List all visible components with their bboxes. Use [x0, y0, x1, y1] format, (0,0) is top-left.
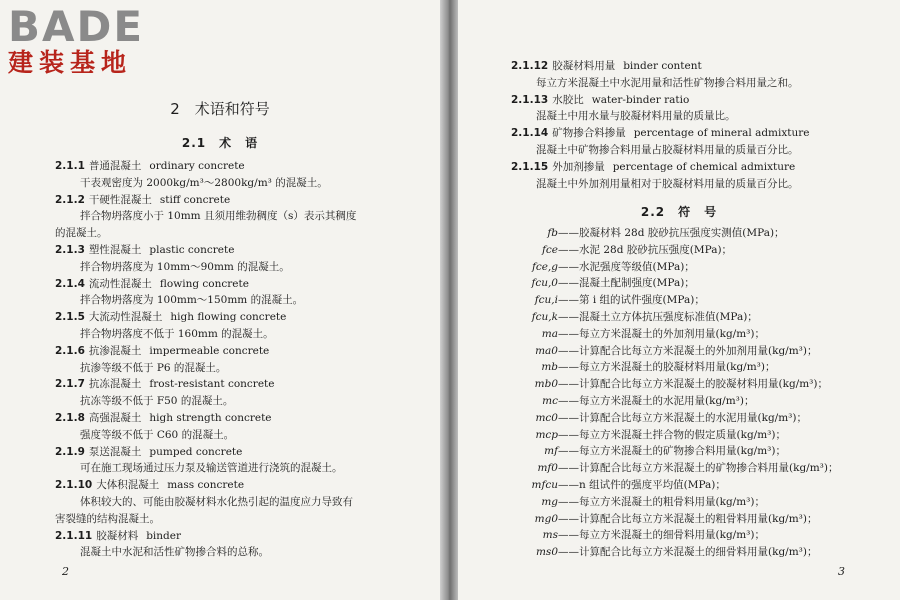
term-chinese: 大流动性混凝土 — [88, 311, 163, 324]
term-chinese: 干硬性混凝土 — [88, 193, 152, 206]
symbol-description: ——计算配合比每立方米混凝土的粗骨料用量(kg/m³)； — [558, 512, 818, 525]
term-definition: 混凝土中矿物掺合料用量占胶凝材料用量的质量百分比。 — [536, 144, 799, 156]
term-heading — [55, 478, 244, 492]
term-definition: 拌合物坍落度小于 10mm 且须用维勃稠度（s）表示其稠度 — [80, 210, 357, 223]
term-english: binder content — [623, 60, 702, 72]
term-english: water-binder ratio — [591, 93, 690, 106]
page-number-right: 3 — [838, 565, 845, 578]
symbol-row — [498, 226, 785, 240]
term-english: mass concrete — [167, 479, 245, 492]
term-heading — [55, 277, 249, 291]
term-heading — [55, 377, 274, 391]
symbol-row — [498, 495, 765, 509]
term-chinese: 大体积混凝土 — [96, 479, 160, 492]
page-number-left: 2 — [62, 565, 69, 578]
symbol-description: ——n 组试件的强度平均值(MPa)； — [558, 479, 726, 491]
term-definition: 混凝土中外加剂用量相对于胶凝材料用量的质量百分比。 — [536, 177, 799, 190]
term-number: 2.1.6 — [55, 344, 85, 357]
symbol-description: ——水泥强度等级值(MPa)； — [558, 260, 695, 273]
term-definition: 抗冻等级不低于 F50 的混凝土。 — [80, 395, 234, 408]
symbol-notation: mg0 — [534, 512, 558, 525]
term-number: 2.1.5 — [55, 311, 85, 324]
term-heading — [511, 160, 795, 174]
term-heading — [511, 93, 689, 107]
term-number: 2.1.9 — [55, 445, 85, 458]
term-heading — [511, 59, 702, 73]
section-title-symbols: 2.2 符 号 — [640, 205, 718, 219]
term-number: 2.1.1 — [55, 160, 85, 172]
term-number: 2.1.15 — [511, 160, 549, 173]
symbol-notation: fcu,0 — [531, 277, 558, 290]
logo-word: BADE — [8, 2, 145, 51]
symbol-row — [498, 461, 838, 475]
symbol-notation: mf0 — [537, 462, 558, 475]
symbol-notation: mg — [541, 495, 558, 508]
symbol-description: ——每立方米混凝土拌合物的假定质量(kg/m³)； — [558, 428, 786, 441]
symbol-row — [498, 344, 817, 358]
term-english: frost-resistant concrete — [149, 378, 275, 391]
symbol-description: ——每立方米混凝土的粗骨料用量(kg/m³)； — [558, 495, 765, 508]
symbol-description: ——混凝土立方体抗压强度标准值(MPa)； — [558, 311, 758, 323]
book-gutter — [440, 0, 458, 600]
term-definition: 混凝土中水泥和活性矿物掺合料的总称。 — [80, 546, 269, 559]
symbol-description: ——胶凝材料 28d 胶砂抗压强度实测值(MPa)； — [558, 227, 785, 239]
term-number: 2.1.2 — [55, 193, 85, 206]
term-heading — [55, 243, 234, 257]
term-number: 2.1.12 — [511, 60, 549, 72]
symbol-row — [498, 276, 695, 290]
term-chinese: 抗冻混凝土 — [88, 378, 142, 391]
term-english: flowing concrete — [159, 277, 249, 290]
term-chinese: 泵送混凝土 — [88, 445, 142, 458]
section-title-terms: 2.1 术 语 — [181, 136, 259, 150]
symbol-row — [498, 478, 726, 492]
term-definition: 的混凝土。 — [55, 227, 108, 240]
term-number: 2.1.10 — [55, 479, 93, 492]
term-chinese: 塑性混凝土 — [88, 244, 142, 256]
symbol-row — [498, 394, 754, 408]
symbol-description: ——每立方米混凝土的细骨料用量(kg/m³)； — [558, 529, 765, 542]
symbol-description: ——计算配合比每立方米混凝土的外加剂用量(kg/m³)； — [558, 344, 818, 357]
term-number: 2.1.13 — [511, 93, 549, 106]
symbol-row — [498, 310, 758, 324]
term-english: plastic concrete — [149, 244, 235, 256]
symbol-notation: ma0 — [535, 344, 558, 357]
symbol-row — [498, 377, 828, 391]
symbol-notation: fce,g — [531, 260, 558, 273]
symbol-notation: ms0 — [535, 546, 558, 559]
term-english: percentage of chemical admixture — [612, 160, 796, 173]
term-heading — [55, 344, 269, 358]
symbol-row — [498, 243, 732, 257]
term-definition: 害裂缝的结构混凝土。 — [55, 512, 160, 525]
term-definition: 混凝土中用水量与胶凝材料用量的质量比。 — [536, 110, 736, 123]
symbol-notation: ms — [542, 529, 558, 542]
term-number: 2.1.4 — [55, 277, 85, 290]
symbol-notation: mc0 — [535, 411, 558, 424]
symbol-description: ——计算配合比每立方米混凝土的细骨料用量(kg/m³)； — [558, 546, 818, 559]
symbol-row — [498, 327, 765, 341]
symbol-notation: ma — [541, 327, 558, 340]
term-english: high strength concrete — [149, 412, 272, 424]
term-definition: 拌合物坍落度为 100mm～150mm 的混凝土。 — [80, 294, 304, 307]
term-chinese: 胶凝材料用量 — [552, 60, 616, 72]
symbol-row — [498, 444, 786, 458]
term-english: binder — [146, 529, 181, 542]
right-page — [458, 0, 900, 600]
chapter-title: 2 术语和符号 — [170, 100, 270, 118]
term-chinese: 矿物掺合料掺量 — [552, 127, 626, 140]
symbol-description: ——混凝土配制强度(MPa)； — [558, 277, 695, 290]
term-definition: 拌合物坍落度不低于 160mm 的混凝土。 — [80, 328, 274, 340]
term-heading — [55, 193, 230, 207]
symbol-notation: fce — [542, 243, 558, 256]
symbol-notation: mcp — [535, 428, 558, 441]
term-definition: 拌合物坍落度为 10mm～90mm 的混凝土。 — [80, 260, 290, 273]
symbol-row — [498, 260, 695, 274]
term-definition: 可在施工现场通过压力泵及输送管道进行浇筑的混凝土。 — [80, 462, 343, 475]
term-heading — [55, 529, 181, 543]
symbol-row — [498, 411, 807, 425]
term-definition: 抗渗等级不低于 P6 的混凝土。 — [80, 361, 227, 374]
symbol-notation: fb — [547, 227, 558, 239]
term-definition: 每立方米混凝土中水泥用量和活性矿物掺合料用量之和。 — [536, 76, 799, 89]
term-chinese: 流动性混凝土 — [88, 277, 152, 290]
symbol-description: ——计算配合比每立方米混凝土的胶凝材料用量(kg/m³)； — [558, 378, 828, 391]
term-chinese: 胶凝材料 — [96, 529, 139, 542]
symbol-notation: fcu,i — [534, 294, 558, 307]
term-heading — [55, 310, 286, 324]
symbol-notation: mfcu — [531, 479, 558, 491]
symbol-row — [498, 528, 765, 542]
term-definition: 体积较大的、可能由胶凝材料水化热引起的温度应力导致有 — [80, 496, 353, 508]
term-number: 2.1.11 — [55, 529, 93, 542]
symbol-description: ——每立方米混凝土的外加剂用量(kg/m³)； — [558, 327, 765, 340]
term-chinese: 水胶比 — [552, 93, 584, 106]
term-heading — [55, 411, 272, 425]
symbol-description: ——水泥 28d 胶砂抗压强度(MPa)； — [558, 243, 733, 256]
symbol-notation: fcu,k — [531, 311, 558, 323]
term-heading — [55, 445, 242, 459]
symbol-row — [498, 512, 817, 526]
term-chinese: 抗渗混凝土 — [88, 344, 142, 357]
term-chinese: 高强混凝土 — [88, 412, 142, 424]
term-number: 2.1.14 — [511, 127, 549, 140]
symbol-notation: mf — [544, 445, 558, 458]
term-chinese: 外加剂掺量 — [552, 160, 605, 173]
symbol-description: ——每立方米混凝土的胶凝材料用量(kg/m³)； — [558, 361, 776, 374]
term-number: 2.1.7 — [55, 378, 85, 391]
term-number: 2.1.3 — [55, 244, 85, 256]
term-english: pumped concrete — [149, 445, 243, 458]
term-chinese: 普通混凝土 — [88, 160, 142, 172]
term-definition: 干表观密度为 2000kg/m³～2800kg/m³ 的混凝土。 — [80, 176, 328, 189]
symbol-description: ——每立方米混凝土的矿物掺合料用量(kg/m³)； — [558, 445, 786, 458]
symbol-notation: mb — [541, 361, 558, 374]
symbol-notation: mc — [542, 395, 558, 407]
term-definition: 强度等级不低于 C60 的混凝土。 — [80, 428, 235, 441]
bade-logo — [8, 2, 145, 78]
term-heading — [511, 126, 810, 140]
term-english: ordinary concrete — [149, 160, 245, 172]
symbol-description: ——计算配合比每立方米混凝土的矿物掺合料用量(kg/m³)； — [558, 462, 839, 475]
term-english: percentage of mineral admixture — [633, 127, 810, 140]
symbol-row — [498, 428, 786, 442]
symbol-description: ——第 i 组的试件强度(MPa)； — [558, 294, 705, 307]
term-heading — [55, 159, 245, 173]
symbol-description: ——每立方米混凝土的水泥用量(kg/m³)； — [558, 395, 755, 407]
symbol-row — [498, 545, 817, 559]
left-page — [0, 0, 440, 600]
term-number: 2.1.8 — [55, 412, 85, 424]
term-english: stiff concrete — [159, 193, 231, 206]
logo-subtitle: 建装基地 — [8, 48, 133, 77]
symbol-row — [498, 293, 705, 307]
symbol-description: ——计算配合比每立方米混凝土的水泥用量(kg/m³)； — [558, 411, 807, 424]
symbol-notation: mb0 — [534, 378, 558, 391]
term-english: impermeable concrete — [149, 344, 270, 357]
symbol-row — [498, 360, 775, 374]
term-english: high flowing concrete — [170, 311, 287, 324]
